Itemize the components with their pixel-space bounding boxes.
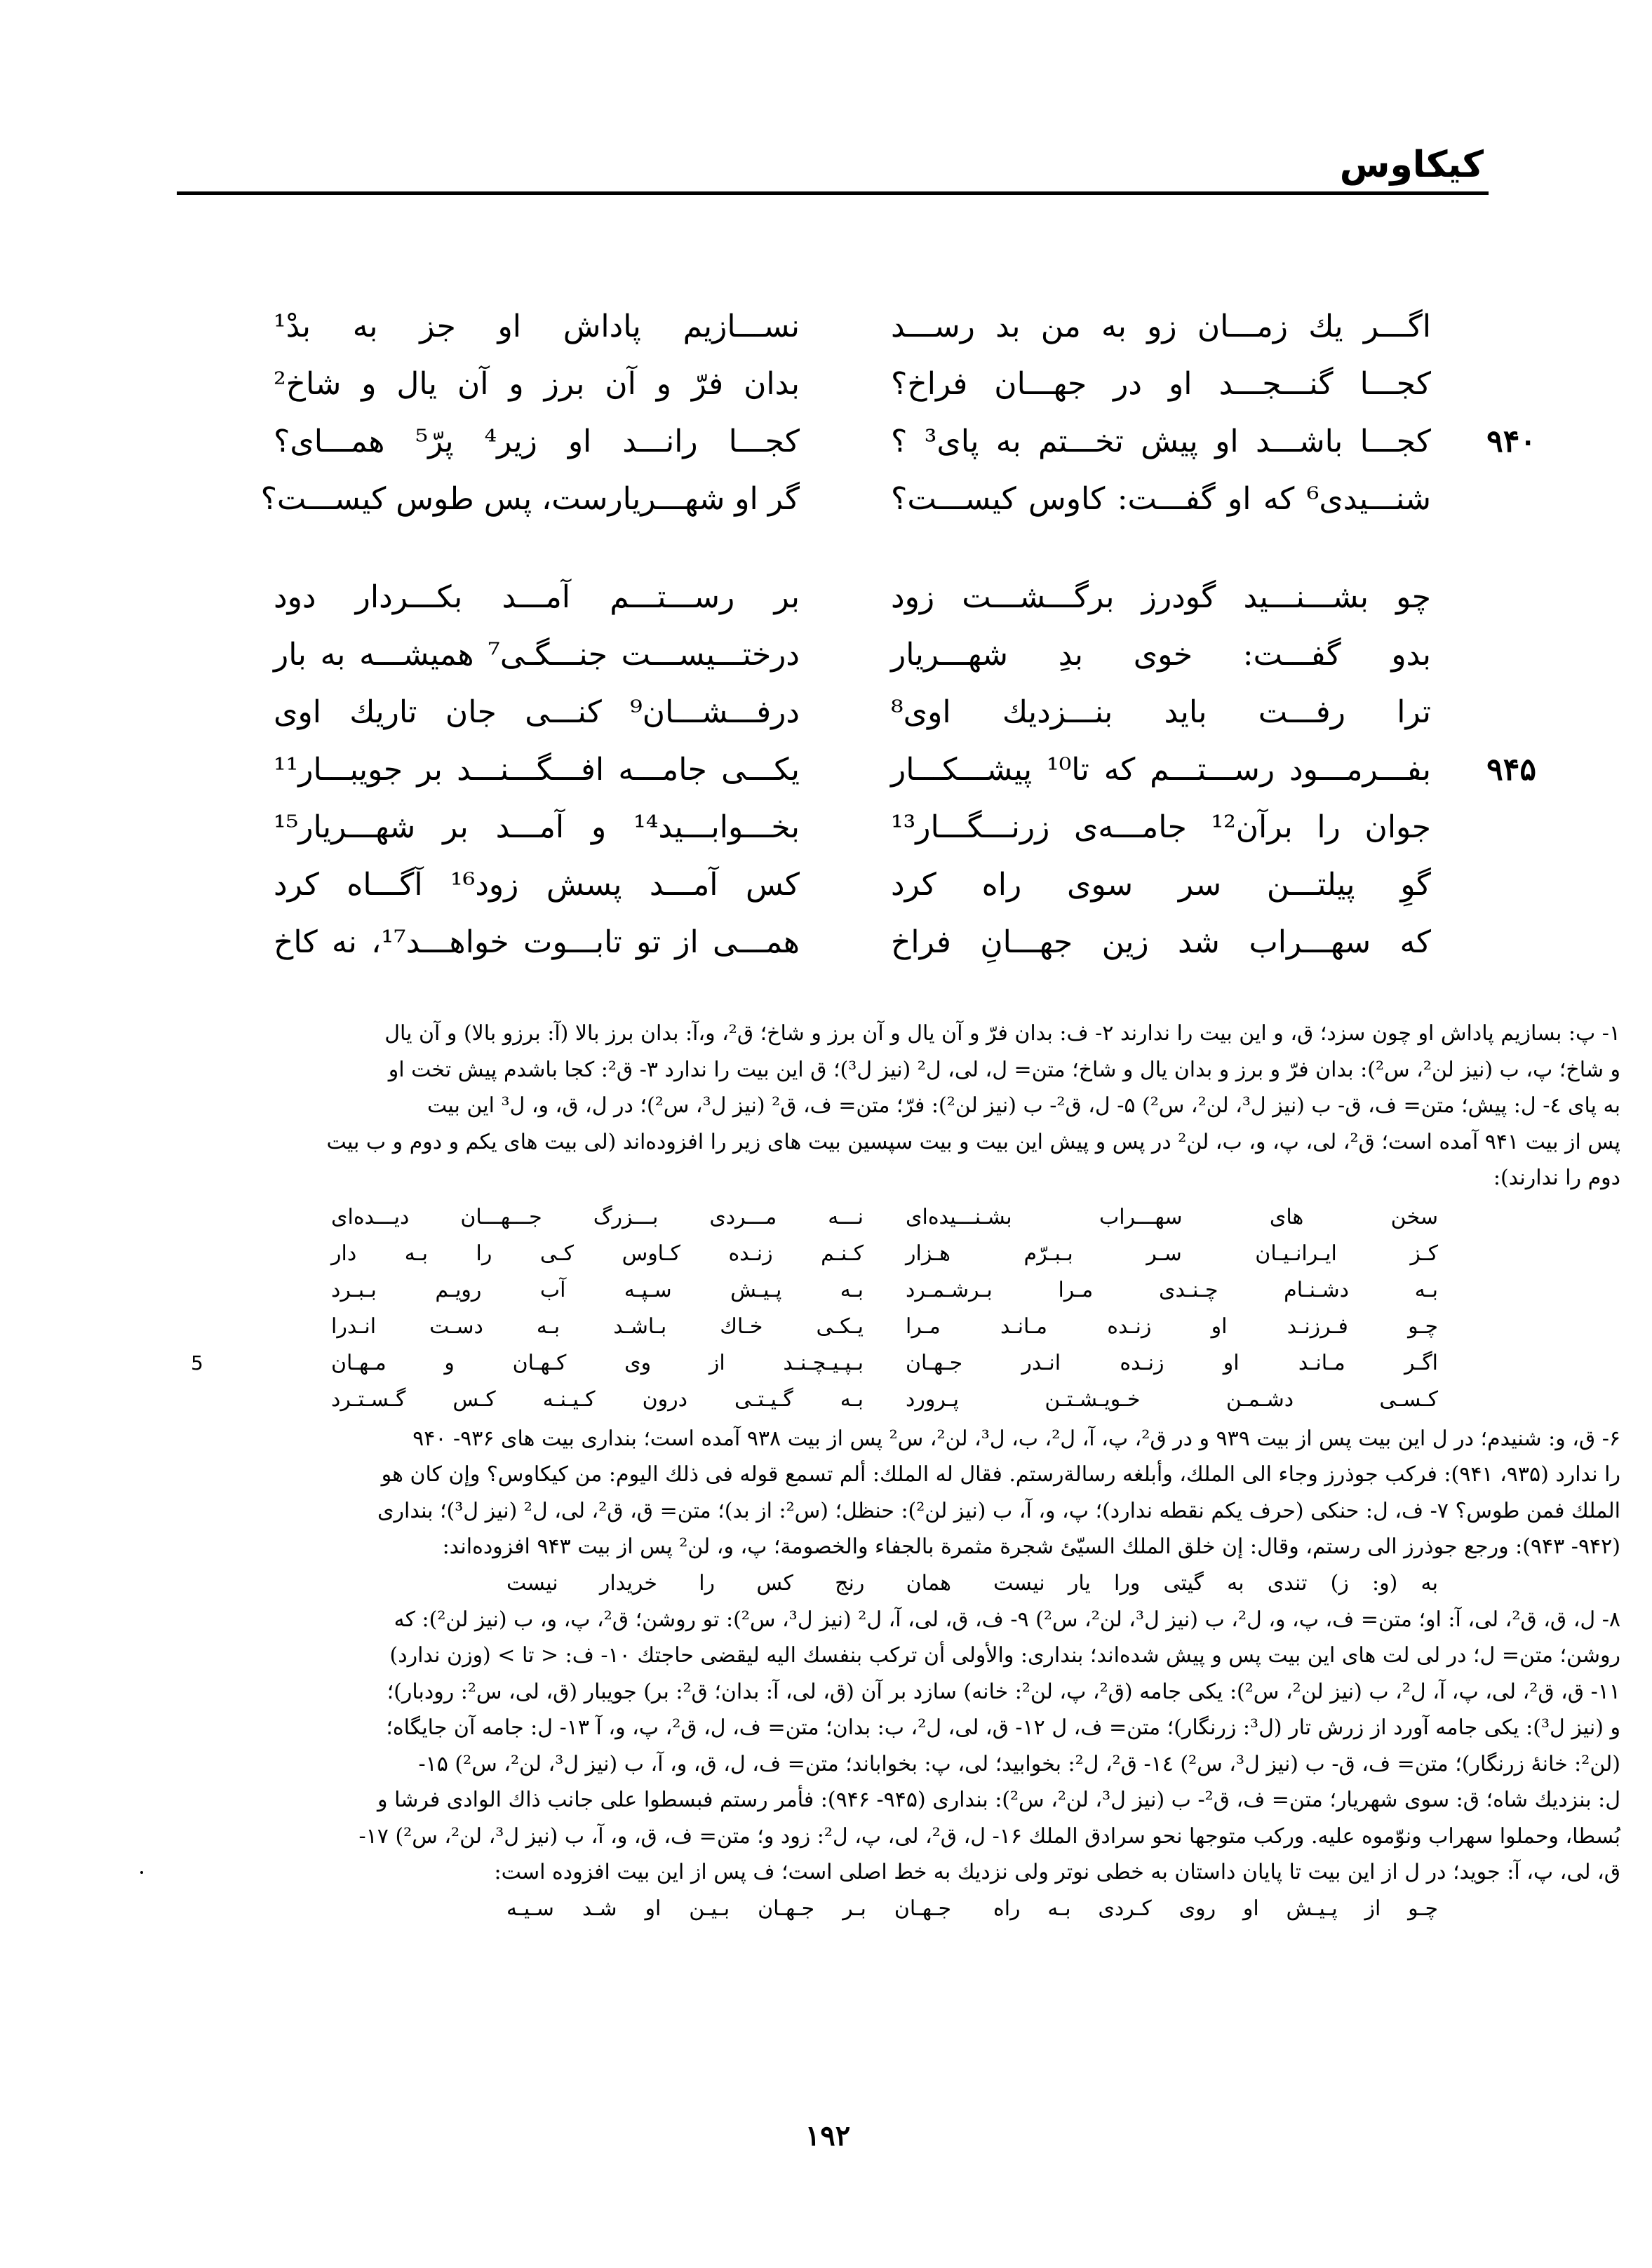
page-number: ۱۹۲ [805,2119,851,2152]
footnote-line: و (نیز ل³): یکی جامه آورد از زرش تار (ل³: زرنگار)؛ متن= ف، ل ۱۲- ق، لی، ل²، ب: بدان؛ متن= ف، ل، ق²، پ، و، آ ۱۳- ل: جامه آن جایگاه؛ [386,1715,1620,1740]
hemistich-first: چـو فـرزنـد او زنـده مـانـد مـرا [906,1314,1438,1339]
header-rule [177,191,1489,195]
hemistich-first: بفـــرمـــود رســـتـــم که تا¹⁰ پیشـــکـــار [891,752,1432,788]
verse-number: ۹۴۵ [1486,752,1536,788]
inserted-couplet [163,1891,1620,1927]
hemistich-second: بخـــوابـــید¹⁴ و آمـــد بر شهـــریار¹⁵ [274,809,800,845]
footnote-line: الملك فمن طوس؟ ۷- ف، ل: حنکی (حرف یکم نقطه ندارد)؛ پ، و، آ، ب (نیز لن²): حنظل؛ (س²: از بد)؛ متن= ق، ق²، لی، ل² (نیز ل³)؛ بنداری [377,1498,1620,1523]
hemistich-second: همـــی از تو تابـــوت خواهـــد¹⁷، نه کاخ [274,924,800,960]
inserted-couplet [310,1309,1459,1345]
hemistich-second: کـنـم زنـده کـاوس کـی را بـه دار [331,1241,864,1266]
hemistich-first: جوان را برآن¹² جامـــه‌ی زرنـــگـــار¹³ [891,809,1431,845]
footnote-line: ل: بنزدیك شاه؛ ق: سوی شهریار؛ متن= ف، ق²- ب (نیز ل³، لن²، س²): بنداری (۹۴۵- ۹۴۶): فأمر رستم فبسطوا علی جانب ذاك الوادی فرشا و [377,1788,1620,1812]
footnote-line: ۸- ل، ق، ق²، لی، آ: او؛ متن= ف، پ، و، ل²، ب (نیز ل³، لن²، س²) ۹- ف، ق، لی، آ، ل² (نیز ل³، س²): تو روشن؛ ق²، پ، و، ب (نیز لن²): که [394,1607,1620,1632]
couplet [260,481,1508,539]
hemistich-first: کـسـی دشـمـن خـویـشـتـن پـرورد [906,1386,1438,1412]
couplet [274,924,1508,982]
hemistich-second: بدان فرّ و آن برز و آن یال و شاخ² [274,366,800,402]
couplet [274,366,1508,424]
couplet [274,309,1508,366]
hemistich-second: بر رســـتـــم آمـــد بکـــردار دود [274,579,800,615]
footnote-line: ق، لی، پ، آ: جوید؛ در ل از این بیت تا پایان داستان به خطی نوتر ولی نزدیك به خط اصلی است؛ ف پس از این بیت افزوده است: [494,1860,1620,1884]
inserted-couplet [310,1199,1459,1236]
inserted-couplet [310,1272,1459,1309]
footnote-line: روشن؛ متن= ل؛ در لی لت های این بیت پس و پیش شده‌اند؛ بنداری: والأولی أن ترکب بنفسك الیه لیقضی حاجتك ۱۰- ف: < تا > (وزن ندارد) [389,1643,1620,1668]
inserted-couplet [191,1345,1459,1382]
verse-number: ۹۴۰ [1486,424,1536,459]
hemistich-second: نســـازیم پاداش او جز به بدْ¹ [274,309,800,344]
footnote-line: پس از بیت ۹۴۱ آمده است؛ ق²، لی، پ، و، ب، لن² در پس و پیش این بیت و بیت سپسین بیت های زیر را افزوده‌اند (لی بیت های یکم و دوم و ب بیت [326,1129,1620,1154]
hemistich-first: کجـــا گنـــجـــد او در جهـــان فراخ؟ [891,366,1431,402]
margin-mark [140,1871,143,1874]
footnote-line: بُسطا، وحملوا سهراب ونوّموه علیه. ورکب متوجها نحو سرادق الملك ۱۶- ل، ق²، لی، پ، ل²: زود و؛ متن= ف، ق، و، آ، ب (نیز ل³، لن²، س²) ۱۷- [358,1823,1620,1849]
poem-verses [260,309,1536,1022]
hemistich-first: چو بشـــنـــید گودرز برگـــشـــت زود [891,579,1431,615]
hemistich-second: گر او شهـــریارست، پس طوس کیســـت؟ [260,481,800,517]
couplet [274,867,1508,924]
footnote-line: ۶- ق، و: شنیدم؛ در ل این بیت پس از بیت ۹۳۹ و در ق²، پ، آ، ل²، ب، ل³، لن²، س² پس از بیت ۹۳۸ آمده است؛ بنداری بیت های ۹۳۶- ۹۴۰ [412,1426,1620,1451]
hemistich-second: نـــه مـــردی بـــزرگ جـــهـــان دیـــده‌ای [331,1204,864,1229]
hemistich-first: بدو گفـــت: خوی بدِ شهـــریار [891,637,1431,673]
couplet [274,424,1536,481]
footnote-line: دوم را ندارند): [1493,1166,1620,1190]
hemistich-second: درختـــیســـت جنـــگـی⁷ همیشـــه به بار [274,637,800,673]
footnotes [163,1015,1620,1927]
hemistich-first: ترا رفـــت باید بنـــزدیك اوی⁸ [891,694,1431,730]
hemistich-first: سخن های سهـــراب بشـنـــیده‌ای [906,1204,1438,1229]
stanza [274,579,1536,982]
hemistich-first: چـو از پـیـش او روی کـردی بـه راه [993,1896,1438,1921]
hemistich-second: درفـــشـــان⁹ کنـــی جان تاریك اوی [274,694,800,730]
inserted-couplet [163,1565,1620,1602]
couplet [274,694,1508,752]
hemistich-second: بـه گـیـتـی درون کـیـنـه کـس گـسـتـرد [331,1386,864,1412]
hemistich-second: کجـــا رانـــد او زیر⁴ پرّ⁵ همـــای؟ [274,424,800,459]
hemistich-second: جـهـان بـر جـهـان بـیـن او شـد سـیـه [506,1896,951,1921]
couplet [274,579,1508,637]
couplet [274,752,1536,809]
hemistich-first: بـه دشـنـام چـنـدی مـرا بـرشـمـرد [906,1277,1438,1302]
stanza [260,309,1536,539]
hemistich-first: شنـــیدی⁶ که او گفـــت: کاوس کیســـت؟ [891,481,1431,517]
line-number: 5 [191,1351,203,1375]
hemistich-first: اگـر مـانـد او زنـده انـدر جـهـان [906,1350,1438,1375]
hemistich-second: کس آمـــد پسش زود¹⁶ آگـــاه کرد [274,867,800,903]
hemistich-second: یکـــی جامـــه افـــگـــنـــد بر جویبـــار¹¹ [274,752,800,788]
running-title: کیکاوس [1339,144,1484,186]
couplet [274,637,1508,694]
footnote-line: را ندارد (۹۳۵، ۹۴۱): فرکب جوذرز وجاء الی الملك، وأبلغه رسالةرستم. فقال له الملك: ألم تسمع قوله فی ذلك الیوم: من کیکاوس؟ وإن کان هو [381,1462,1620,1487]
footnote-line: ۱۱- ق، ق²، لی، پ، آ، ل²، ب (نیز لن²، س²): یکی جامه (ق²، پ، لن²: خانه) سازد بر آن (ق، لی، آ: بدان؛ ق²: بر) جویبار (ق، لی، س²: رودبار)؛ [387,1679,1620,1704]
inserted-couplet [310,1382,1459,1418]
hemistich-second: بـه پـیـش سـپـه آب رویـم بـبـرد [331,1277,864,1302]
footnote-line: به پای ٤- ل: پیش؛ متن= ف، ق- ب (نیز ل³، لن²، س²) ۵- ل، ق²- ب (نیز لن²): فرّ؛ متن= ف، ق² (نیز ل³، س²)؛ در ل، ق، و، ل³ این بیت [427,1093,1620,1118]
hemistich-second: یـکـی خـاك بـاشـد بـه دسـت انـدرا [331,1314,864,1339]
hemistich-second: بـپـیـچـنـد از وی کـهـان و مـهـان [331,1350,864,1375]
footnote-line: و شاخ؛ پ، ب (نیز لن²، س²): بدان فرّ و برز و بدان یال و شاخ؛ متن= ل، لی، ل² (نیز ل³)؛ ق این بیت را ندارد ۳- ق²: کجا باشدم پیش تخت او [388,1057,1620,1082]
inserted-couplet [310,1236,1459,1272]
hemistich-first: که سهـــراب شد زین جهـــانِ فراخ [891,924,1431,960]
hemistich-first: اگـــر یك زمـــان زو به من بد رســـد [891,309,1431,344]
footnote-line: ۱- پ: بسازیم پاداش او چون سزد؛ ق، و این بیت را ندارند ۲- ف: بدان فرّ و آن یال و آن برز و شاخ؛ ق²، و،آ: بدان برز بالا (آ: برزو بالا) و آن یال [384,1021,1620,1046]
hemistich-first: گوِ پیلتـــن سر سوی راه کرد [891,867,1431,903]
inserted-verses [163,1199,1620,1418]
hemistich-first: کجـــا باشـــد او پیش تخـــتم به پای³ ؟ [891,424,1431,459]
couplet [274,809,1508,867]
footnote-line: (۹۴۲- ۹۴۳): ورجع جوذرز الی رستم، وقال: إن خلق الملك السیّئ شجرة مثمرة بالجفاء والخصومة؛ پ، و، لن² پس از بیت ۹۴۳ افزوده‌اند: [442,1534,1620,1559]
hemistich-first: کـز ایـرانـیـان سـر بـبـرّم هـزار [906,1241,1438,1266]
hemistich-second: همان رنج کس را خریدار نیست [506,1570,951,1595]
hemistich-first: به (و: ز) تندی به گیتی ورا یار نیست [993,1570,1438,1595]
footnote-line: (لن²: خانهٔ زرنگار)؛ متن= ف، ق- ب (نیز ل³، س²) ١٤- ق²، ل²: بخوابید؛ لی، پ: بخواباند؛ متن= ف، ل، ق، و، آ، ب (نیز ل³، لن²، س²) ۱۵- [418,1751,1620,1776]
